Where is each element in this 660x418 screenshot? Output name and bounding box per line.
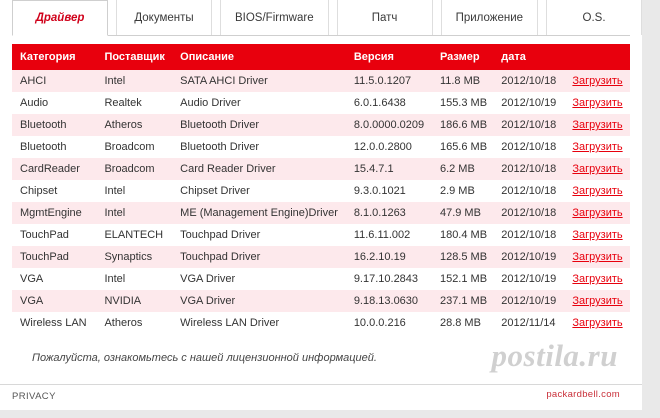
cell-date: 2012/10/19 bbox=[501, 97, 557, 109]
cell-download bbox=[564, 202, 630, 224]
cell-size: 11.8 MB bbox=[439, 75, 481, 87]
col-header-version: Версия bbox=[346, 44, 432, 70]
cell-supplier: Atheros bbox=[104, 317, 143, 329]
table-row bbox=[12, 224, 630, 246]
tab-documents[interactable] bbox=[116, 0, 212, 35]
cell-download bbox=[564, 246, 630, 268]
col-header-download bbox=[564, 44, 630, 70]
download-link[interactable]: Загрузить bbox=[572, 251, 623, 263]
col-header-date: дата bbox=[493, 44, 564, 70]
cell-category: MgmtEngine bbox=[20, 207, 82, 219]
cell-version: 9.17.10.2843 bbox=[353, 273, 419, 285]
download-link[interactable]: Загрузить bbox=[572, 273, 623, 285]
table-body bbox=[12, 70, 630, 334]
tab-bios-firmware[interactable] bbox=[220, 0, 329, 35]
cell-version: 16.2.10.19 bbox=[353, 251, 406, 263]
cell-size: 165.6 MB bbox=[439, 141, 488, 153]
cell-version: 9.18.13.0630 bbox=[353, 295, 419, 307]
cell-size: 47.9 MB bbox=[439, 207, 481, 219]
cell-date: 2012/10/18 bbox=[501, 163, 557, 175]
license-note: Пожалуйста, ознакомьтесь с нашей лицензионной информацией. bbox=[32, 352, 377, 364]
tab-label: Патч bbox=[371, 11, 398, 24]
cell-description: VGA Driver bbox=[180, 295, 236, 307]
download-link[interactable]: Загрузить bbox=[572, 141, 623, 153]
tab-bar bbox=[12, 0, 630, 36]
cell-date: 2012/10/18 bbox=[501, 75, 557, 87]
cell-description: Card Reader Driver bbox=[180, 163, 276, 175]
cell-size: 152.1 MB bbox=[439, 273, 488, 285]
cell-description: Bluetooth Driver bbox=[180, 119, 260, 131]
download-link[interactable]: Загрузить bbox=[572, 75, 623, 87]
cell-description: Wireless LAN Driver bbox=[180, 317, 280, 329]
privacy-link[interactable]: PRIVACY bbox=[12, 391, 56, 402]
table-row bbox=[12, 312, 630, 334]
cell-size: 6.2 MB bbox=[439, 163, 475, 175]
cell-download bbox=[564, 70, 630, 92]
cell-supplier: Intel bbox=[104, 185, 126, 197]
tab-label: O.S. bbox=[582, 11, 606, 24]
cell-size: 128.5 MB bbox=[439, 251, 488, 263]
cell-download bbox=[564, 114, 630, 136]
tab-patch[interactable] bbox=[337, 0, 433, 35]
table-row bbox=[12, 136, 630, 158]
cell-download bbox=[564, 92, 630, 114]
tab-label: Драйвер bbox=[35, 12, 85, 24]
cell-supplier: Realtek bbox=[104, 97, 142, 109]
cell-description: Touchpad Driver bbox=[180, 229, 261, 241]
download-link[interactable]: Загрузить bbox=[572, 295, 623, 307]
cell-date: 2012/10/18 bbox=[501, 119, 557, 131]
cell-category: TouchPad bbox=[20, 229, 69, 241]
cell-description: Audio Driver bbox=[180, 97, 241, 109]
cell-size: 237.1 MB bbox=[439, 295, 488, 307]
cell-date: 2012/10/19 bbox=[501, 273, 557, 285]
cell-category: Audio bbox=[20, 97, 49, 109]
cell-supplier: Broadcom bbox=[104, 141, 155, 153]
cell-size: 2.9 MB bbox=[439, 185, 475, 197]
cell-size: 155.3 MB bbox=[439, 97, 488, 109]
col-header-category: Категория bbox=[12, 44, 96, 70]
downloads-table bbox=[12, 44, 630, 334]
brand-text: packardbell.com bbox=[546, 389, 620, 400]
cell-category: Bluetooth bbox=[20, 119, 67, 131]
col-header-supplier: Поставщик bbox=[96, 44, 172, 70]
table-row bbox=[12, 180, 630, 202]
tab-application[interactable] bbox=[441, 0, 538, 35]
download-link[interactable]: Загрузить bbox=[572, 163, 623, 175]
table-row bbox=[12, 92, 630, 114]
cell-date: 2012/10/19 bbox=[501, 295, 557, 307]
cell-download bbox=[564, 136, 630, 158]
download-link[interactable]: Загрузить bbox=[572, 97, 623, 109]
tab-label: Документы bbox=[134, 11, 194, 24]
cell-supplier: Intel bbox=[104, 75, 126, 87]
cell-size: 28.8 MB bbox=[439, 317, 481, 329]
download-link[interactable]: Загрузить bbox=[572, 317, 623, 329]
cell-description: Touchpad Driver bbox=[180, 251, 261, 263]
download-link[interactable]: Загрузить bbox=[572, 207, 623, 219]
table-row bbox=[12, 246, 630, 268]
downloads-table-wrap bbox=[12, 44, 630, 334]
cell-supplier: Synaptics bbox=[104, 251, 153, 263]
cell-version: 9.3.0.1021 bbox=[353, 185, 406, 197]
cell-category: AHCI bbox=[20, 75, 47, 87]
cell-description: SATA AHCI Driver bbox=[180, 75, 268, 87]
table-row bbox=[12, 158, 630, 180]
cell-date: 2012/10/18 bbox=[501, 141, 557, 153]
cell-category: TouchPad bbox=[20, 251, 69, 263]
cell-category: CardReader bbox=[20, 163, 80, 175]
cell-category: Bluetooth bbox=[20, 141, 67, 153]
cell-supplier: NVIDIA bbox=[104, 295, 142, 307]
cell-date: 2012/10/19 bbox=[501, 251, 557, 263]
cell-category: Wireless LAN bbox=[20, 317, 87, 329]
cell-download bbox=[564, 158, 630, 180]
tab-driver[interactable] bbox=[12, 0, 108, 36]
page-edge-right bbox=[642, 0, 660, 418]
cell-description: VGA Driver bbox=[180, 273, 236, 285]
cell-date: 2012/10/18 bbox=[501, 229, 557, 241]
cell-download bbox=[564, 224, 630, 246]
tab-label: Приложение bbox=[455, 11, 524, 24]
cell-date: 2012/10/18 bbox=[501, 185, 557, 197]
cell-size: 180.4 MB bbox=[439, 229, 488, 241]
tab-os[interactable] bbox=[546, 0, 642, 35]
cell-version: 8.0.0000.0209 bbox=[353, 119, 425, 131]
table-row bbox=[12, 268, 630, 290]
table-row bbox=[12, 202, 630, 224]
cell-date: 2012/10/18 bbox=[501, 207, 557, 219]
cell-description: Bluetooth Driver bbox=[180, 141, 260, 153]
cell-download bbox=[564, 312, 630, 334]
cell-version: 10.0.0.216 bbox=[353, 317, 406, 329]
cell-category: Chipset bbox=[20, 185, 58, 197]
cell-version: 11.5.0.1207 bbox=[353, 75, 412, 87]
download-link[interactable]: Загрузить bbox=[572, 229, 623, 241]
cell-download bbox=[564, 180, 630, 202]
cell-category: VGA bbox=[20, 273, 44, 285]
cell-supplier: ELANTECH bbox=[104, 229, 164, 241]
cell-version: 8.1.0.1263 bbox=[353, 207, 406, 219]
cell-description: Chipset Driver bbox=[180, 185, 250, 197]
cell-version: 12.0.0.2800 bbox=[353, 141, 412, 153]
cell-category: VGA bbox=[20, 295, 44, 307]
table-header-row bbox=[12, 44, 630, 70]
cell-version: 11.6.11.002 bbox=[353, 229, 411, 241]
cell-supplier: Atheros bbox=[104, 119, 143, 131]
col-header-size: Размер bbox=[432, 44, 493, 70]
table-row bbox=[12, 290, 630, 312]
cell-supplier: Intel bbox=[104, 273, 126, 285]
cell-supplier: Broadcom bbox=[104, 163, 155, 175]
cell-version: 6.0.1.6438 bbox=[353, 97, 406, 109]
cell-size: 186.6 MB bbox=[439, 119, 488, 131]
watermark-text: postila.ru bbox=[491, 338, 618, 373]
download-link[interactable]: Загрузить bbox=[572, 119, 623, 131]
table-row bbox=[12, 70, 630, 92]
table-row bbox=[12, 114, 630, 136]
download-link[interactable]: Загрузить bbox=[572, 185, 623, 197]
cell-download bbox=[564, 290, 630, 312]
page-edge-bottom bbox=[0, 410, 660, 418]
cell-supplier: Intel bbox=[104, 207, 126, 219]
col-header-description: Описание bbox=[172, 44, 346, 70]
tab-label: BIOS/Firmware bbox=[235, 11, 314, 24]
cell-description: ME (Management Engine)Driver bbox=[180, 207, 338, 219]
cell-download bbox=[564, 268, 630, 290]
cell-date: 2012/11/14 bbox=[501, 317, 556, 329]
cell-version: 15.4.7.1 bbox=[353, 163, 394, 175]
